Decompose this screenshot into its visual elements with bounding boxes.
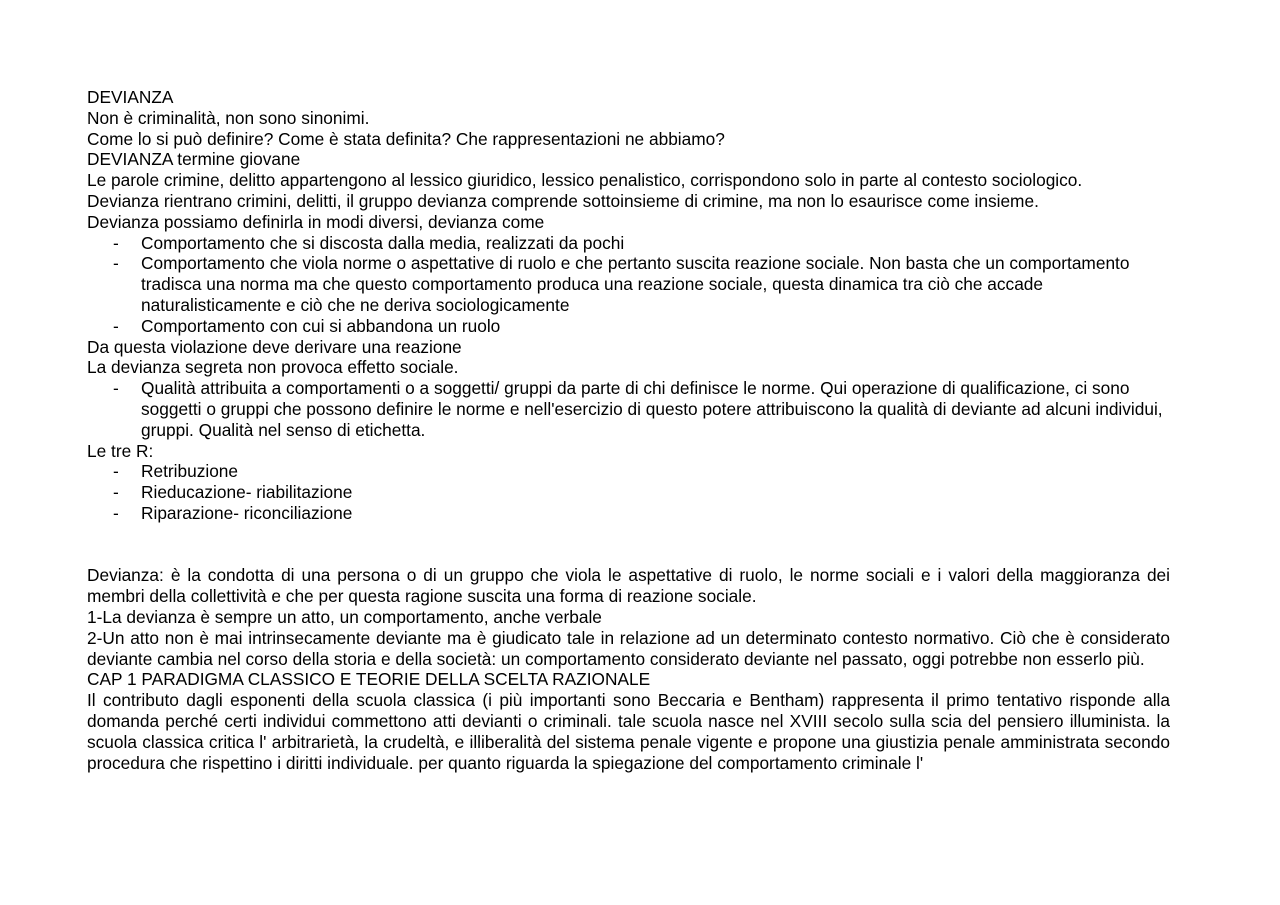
- paragraph: Le tre R:: [87, 440, 154, 461]
- chapter-heading: CAP 1 PARADIGMA CLASSICO E TEORIE DELLA SCELTA RAZIONALE: [87, 669, 651, 690]
- list-item: [87, 316, 1170, 337]
- blank-space: [87, 524, 1170, 566]
- paragraph: Non è criminalità, non sono sinonimi.: [87, 107, 370, 128]
- list-dash: -: [113, 482, 119, 503]
- list-item: [87, 378, 1170, 440]
- document-page: [87, 87, 1170, 773]
- paragraph: Devianza rientrano crimini, delitti, il gruppo devianza comprende sottoinsieme di crimine, ma non lo esaurisce come insieme.: [87, 190, 1039, 211]
- list-item-text: Rieducazione- riabilitazione: [141, 482, 353, 503]
- list-item-text: Comportamento che viola norme o aspettative di ruolo e che pertanto suscita reazione sociale. Non basta che un comportamento tradisca una norma ma che questo comportamento produca una reazione sociale, questa dinamica tra ciò che accade naturalisticamente e ciò che ne deriva sociologicamente: [141, 253, 1130, 315]
- list-dash: -: [113, 253, 119, 274]
- list-item-text: Qualità attribuita a comportamenti o a soggetti/ gruppi da parte di chi definisce le norme. Qui operazione di qualificazione, ci sono soggetti o gruppi che possono definire le norme e nell'esercizio di questo potere attribuiscono la qualità di deviante ad alcuni individui, gruppi. Qualità nel senso di etichetta.: [141, 378, 1163, 440]
- paragraph: Le parole crimine, delitto appartengono al lessico giuridico, lessico penalistico, corrispondono solo in parte al contesto sociologico.: [87, 170, 1083, 191]
- paragraph: 2-Un atto non è mai intrinsecamente deviante ma è giudicato tale in relazione ad un determinato contesto normativo. Ciò che è considerato deviante cambia nel corso della storia e della società: un comportamento considerato deviante nel passato, oggi potrebbe non esserlo più.: [87, 627, 1170, 669]
- paragraph: DEVIANZA termine giovane: [87, 149, 301, 170]
- list-dash: -: [113, 378, 119, 399]
- definitions-list: [87, 233, 1170, 337]
- doc-title: DEVIANZA: [87, 87, 174, 107]
- list-item: [87, 482, 1170, 503]
- list-dash: -: [113, 315, 119, 336]
- paragraph: Il contributo dagli esponenti della scuola classica (i più importanti sono Beccaria e Bentham) rappresenta il primo tentativo risponde alla domanda perché certi individui commettono atti devianti o criminali. tale scuola nasce nel XVIII secolo sulla scia del pensiero illuminista. la scuola classica critica l' arbitrarietà, la crudeltà, e illiberalità del sistema penale vigente e propone una giustizia penale amministrata secondo procedura che rispettino i diritti individuale. per quanto riguarda la spiegazione del comportamento criminale l': [87, 690, 1170, 773]
- three-r-list: [87, 461, 1170, 523]
- list-dash: -: [113, 461, 119, 482]
- list-dash: -: [113, 232, 119, 253]
- paragraph: 1-La devianza è sempre un atto, un comportamento, anche verbale: [87, 606, 602, 627]
- list-item-text: Comportamento con cui si abbandona un ruolo: [141, 315, 501, 336]
- list-item: [87, 503, 1170, 524]
- paragraph: Devianza possiamo definirla in modi diversi, devianza come: [87, 211, 545, 232]
- list-item-text: Comportamento che si discosta dalla media, realizzati da pochi: [141, 232, 625, 253]
- list-item-text: Riparazione- riconciliazione: [141, 502, 353, 523]
- list-item: [87, 461, 1170, 482]
- list-item: [87, 233, 1170, 254]
- paragraph: Da questa violazione deve derivare una reazione: [87, 336, 462, 357]
- paragraph: Come lo si può definire? Come è stata definita? Che rappresentazioni ne abbiamo?: [87, 128, 725, 149]
- list-item: [87, 253, 1170, 315]
- list-item-text: Retribuzione: [141, 461, 239, 482]
- paragraph: Devianza: è la condotta di una persona o di un gruppo che viola le aspettative di ruolo, le norme sociali e i valori della maggioranza dei membri della collettività e che per questa ragione suscita una forma di reazione sociale.: [87, 565, 1170, 607]
- list-dash: -: [113, 502, 119, 523]
- qualification-list: [87, 378, 1170, 440]
- paragraph: La devianza segreta non provoca effetto sociale.: [87, 357, 459, 378]
